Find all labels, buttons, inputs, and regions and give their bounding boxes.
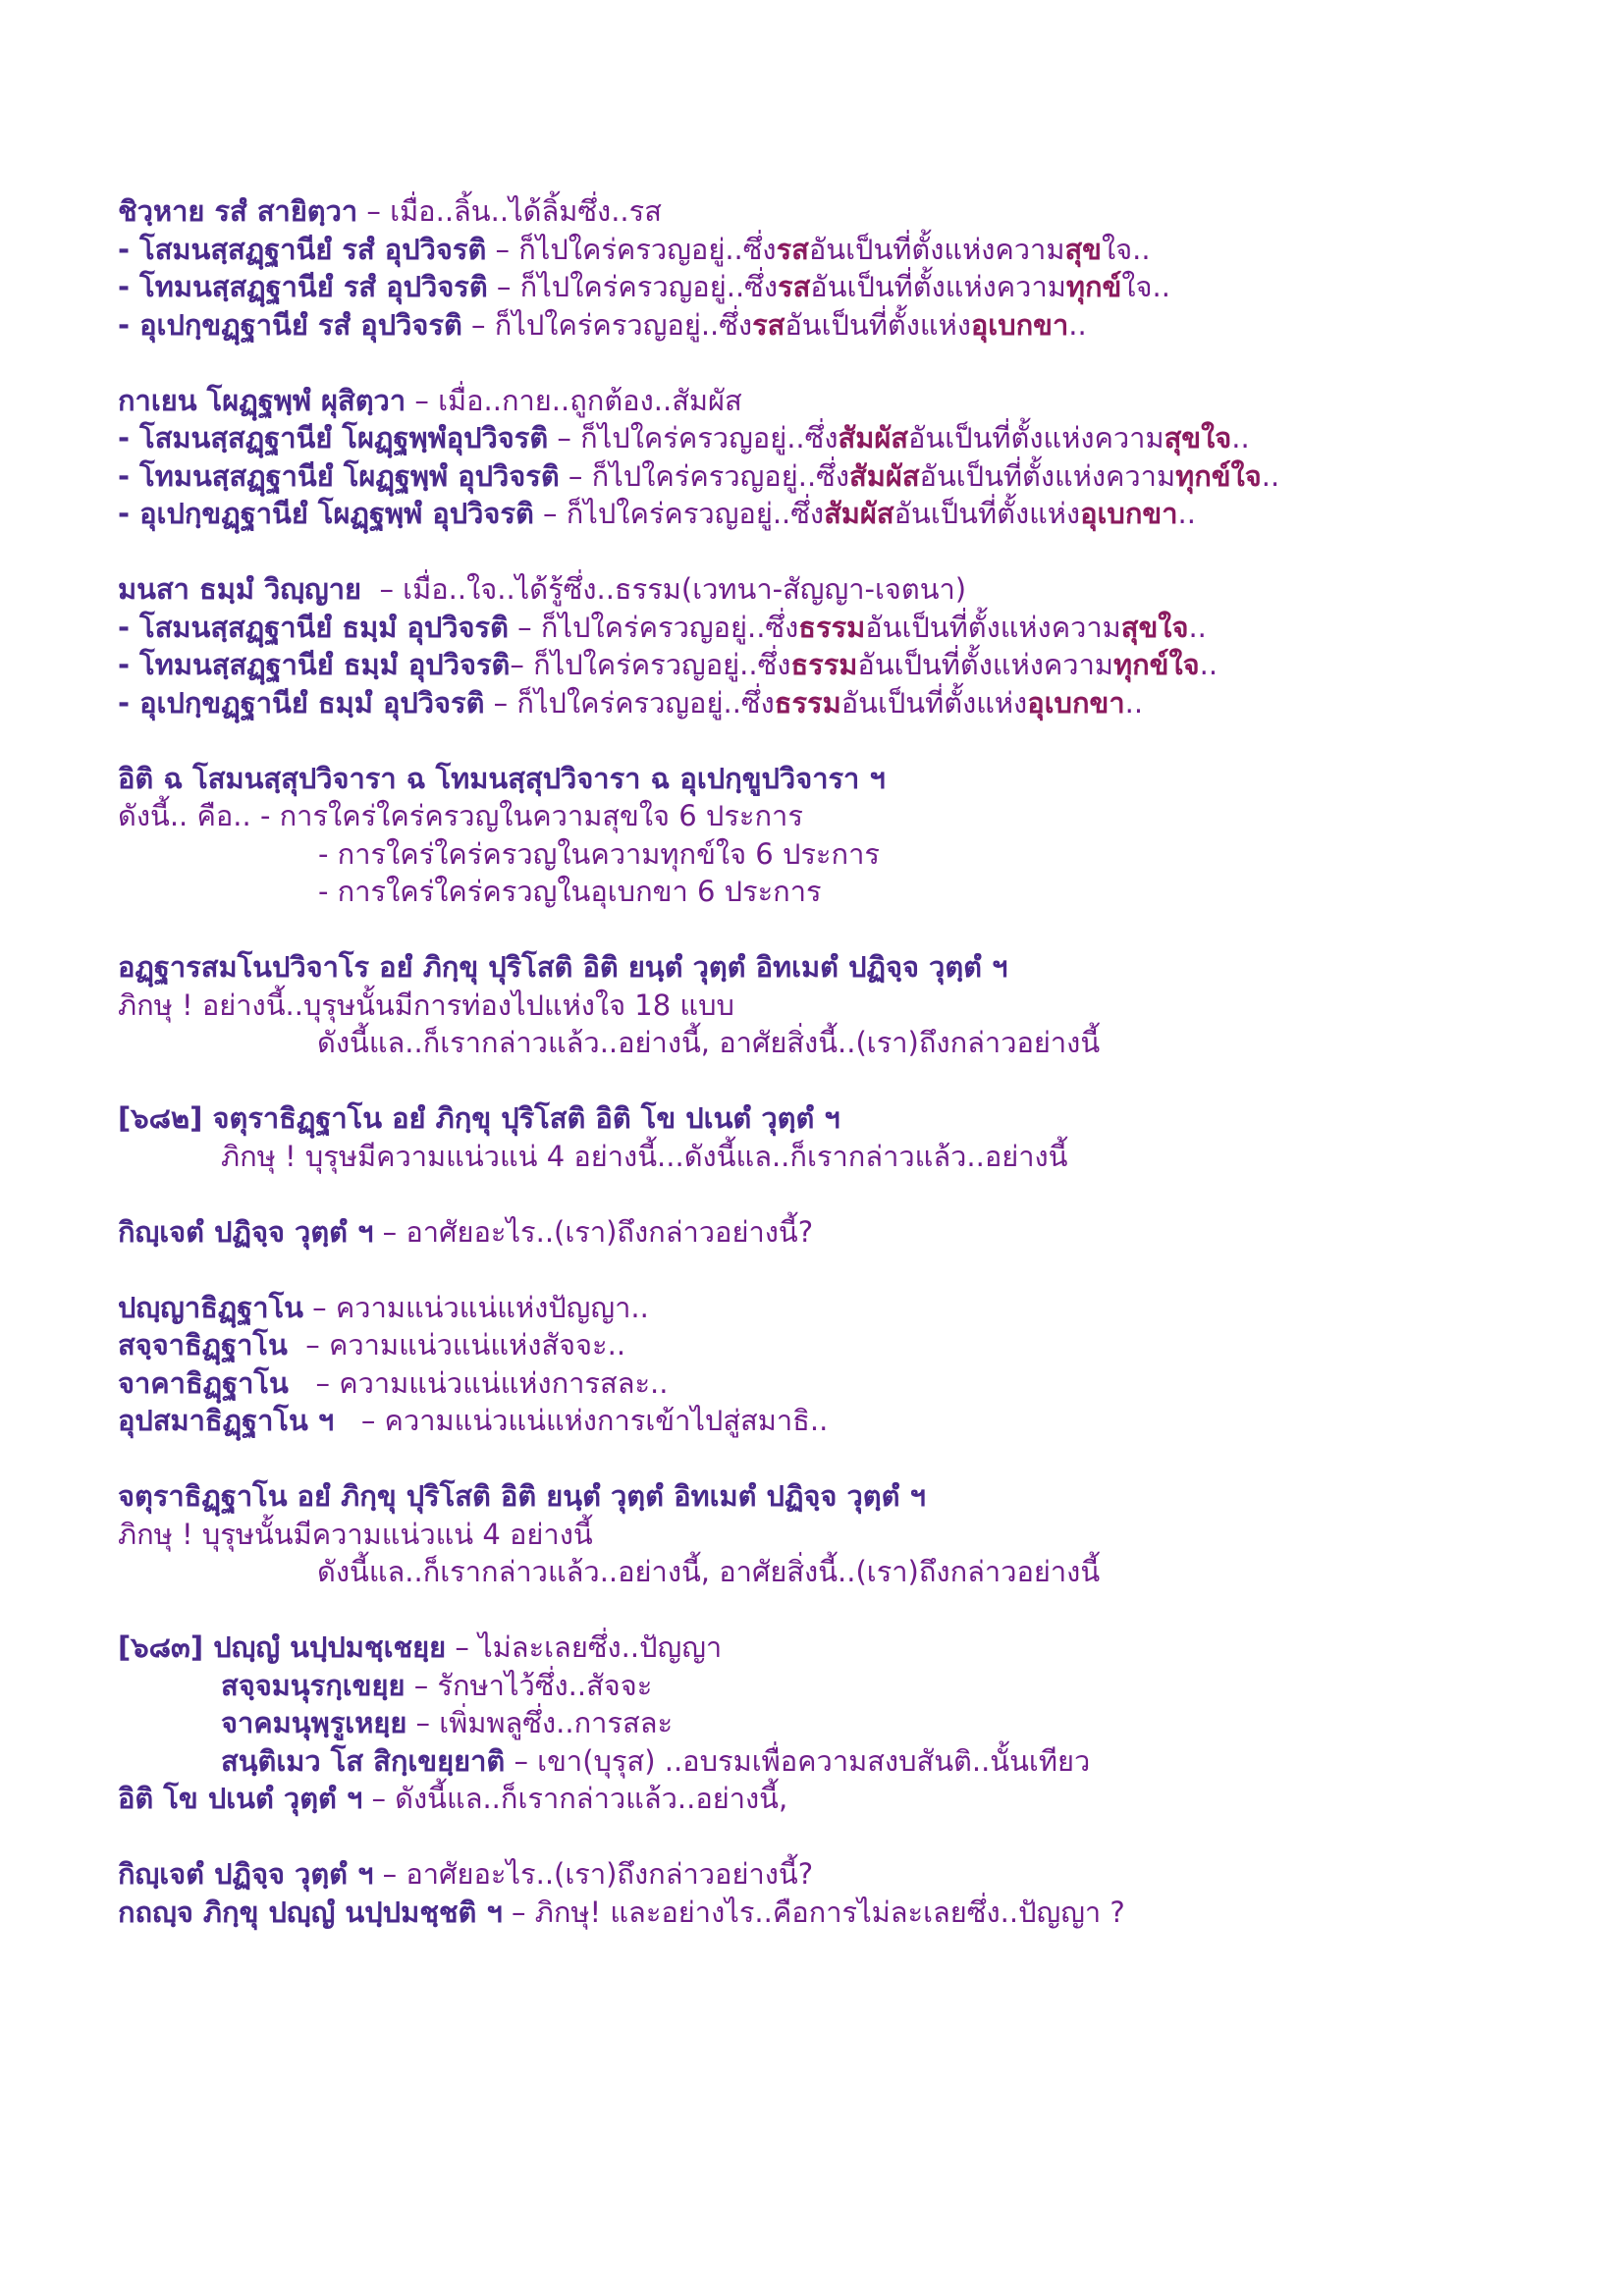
thai-text: – เขา(บุรุส) ..อบรมเพื่อความสงบสันติ..นั้นเทียว bbox=[505, 1743, 1091, 1778]
summary-1-line-2: - การใคร่ใคร่ครวญในความทุกข์ใจ 6 ประการ bbox=[318, 836, 880, 871]
thai-text: .. bbox=[1231, 421, 1250, 454]
highlight-text: สัมผัส bbox=[849, 458, 920, 493]
final-line-1 bbox=[118, 1855, 1532, 1894]
thai-text: – รักษาไว้ซึ่ง..สัจจะ bbox=[405, 1668, 653, 1702]
thai-text: อันเป็นที่ตั้งแห่ง bbox=[840, 685, 1028, 720]
highlight-text: ทุกข์ใจ bbox=[1175, 458, 1262, 493]
highlight-text: ทุกข์ใจ bbox=[1112, 648, 1200, 681]
summary-2-line-1: ภิกษุ ! อย่างนี้..บุรุษนั้นมีการท่องไปแห่งใจ 18 แบบ bbox=[118, 988, 734, 1022]
section-683-line-5 bbox=[118, 1780, 1532, 1818]
thai-text: – ความแน่วแน่แห่งปัญญา.. bbox=[302, 1290, 649, 1324]
thai-text: .. bbox=[1068, 307, 1087, 342]
adhitthana-item bbox=[118, 1364, 1532, 1403]
final-line-2 bbox=[118, 1894, 1532, 1932]
pali-text: กิญฺเจตํ ปฏิจฺจ วุตฺตํ ฯ bbox=[118, 1857, 374, 1891]
highlight-text: อุเบกขา bbox=[970, 307, 1069, 342]
highlight-text: ธรรม bbox=[798, 610, 866, 644]
pali-text: สจฺจาธิฏฺฐาโน bbox=[118, 1328, 288, 1362]
pali-text: - โทมนสฺสฏฺฐานียํ ธมฺมํ อุปวิจรติ bbox=[118, 648, 511, 681]
rasa-line-3 bbox=[118, 306, 1532, 345]
section-683-line-3 bbox=[118, 1704, 1532, 1742]
summary-2-line-2: ดังนี้แล..ก็เรากล่าวแล้ว..อย่างนี้, อาศัยสิ่งนี้..(เรา)ถึงกล่าวอย่างนี้ bbox=[317, 1026, 1101, 1059]
spacer bbox=[118, 911, 1532, 949]
spacer bbox=[118, 344, 1532, 382]
section-683-line-4 bbox=[118, 1742, 1532, 1781]
spacer bbox=[118, 1062, 1532, 1100]
document-page bbox=[118, 192, 1532, 1931]
pali-text: - โทมนสฺสฏฺฐานียํ รสํ อุปวิจรติ bbox=[118, 270, 488, 303]
question-1 bbox=[118, 1213, 1532, 1252]
thai-text: – ก็ไปใคร่ครวญอยู่..ซึ่ง bbox=[487, 270, 779, 303]
spacer bbox=[118, 1440, 1532, 1478]
rasa-line-2 bbox=[118, 268, 1532, 306]
pali-text: กาเยน โผฏฺฐพฺพํ ผุสิตฺวา bbox=[118, 383, 406, 417]
rasa-line-1 bbox=[118, 231, 1532, 269]
thai-text: อันเป็นที่ตั้งแห่งความ bbox=[919, 458, 1176, 493]
highlight-text: อุเบกขา bbox=[1080, 497, 1178, 530]
highlight-text: สัมผัส bbox=[838, 421, 909, 454]
thai-text: อันเป็นที่ตั้งแห่งความ bbox=[810, 270, 1066, 303]
thai-text: ใจ.. bbox=[1121, 270, 1170, 303]
thai-text: – ภิกษุ! และอย่างไร..คือการไม่ละเลยซึ่ง..ปัญญา ? bbox=[502, 1895, 1125, 1929]
spacer bbox=[118, 1251, 1532, 1289]
photthabba-heading bbox=[118, 382, 1532, 420]
highlight-text: ทุกข์ bbox=[1065, 270, 1122, 303]
pali-text: สจฺจมนุรกฺเขยฺย bbox=[221, 1668, 406, 1702]
dhamma-line-3 bbox=[118, 684, 1532, 722]
thai-text: – ความแน่วแน่แห่งสัจจะ.. bbox=[287, 1328, 626, 1362]
highlight-text: สุขใจ bbox=[1164, 421, 1232, 454]
thai-text: – ดังนี้แล..ก็เรากล่าวแล้ว..อย่างนี้, bbox=[362, 1782, 788, 1815]
highlight-text: รส bbox=[776, 232, 809, 266]
thai-text: – เมื่อ..กาย..ถูกต้อง..สัมผัส bbox=[406, 383, 742, 417]
summary-3-line-2: ดังนี้แล..ก็เรากล่าวแล้ว..อย่างนี้, อาศัยสิ่งนี้..(เรา)ถึงกล่าวอย่างนี้ bbox=[317, 1555, 1101, 1588]
photthabba-line-2 bbox=[118, 457, 1532, 496]
thai-text: – ก็ไปใคร่ครวญอยู่..ซึ่ง bbox=[484, 685, 775, 720]
pali-text: จาคมนุพฺรูเหยฺย bbox=[221, 1706, 407, 1739]
pali-text: [๖๘๒] จตุราธิฏฺฐาโน อยํ ภิกฺขุ ปุริโสติ อิติ โข ปเนตํ วุตฺตํ ฯ bbox=[118, 1101, 840, 1135]
thai-text: – ก็ไปใคร่ครวญอยู่..ซึ่ง bbox=[461, 307, 753, 342]
adhitthana-item bbox=[118, 1402, 1532, 1440]
thai-text: – ก็ไปใคร่ครวญอยู่..ซึ่ง bbox=[548, 421, 839, 454]
thai-text: อันเป็นที่ตั้งแห่งความ bbox=[908, 421, 1164, 454]
spacer bbox=[118, 1818, 1532, 1856]
highlight-text: สุข bbox=[1064, 232, 1102, 266]
pali-text: สนฺติเมว โส สิกฺเขยฺยาติ bbox=[221, 1743, 506, 1778]
photthabba-line-3 bbox=[118, 495, 1532, 533]
pali-text: อิติ ฉ โสมนสฺสุปวิจารา ฉ โทมนสฺสุปวิจารา ฉ อุเปกฺขูปวิจารา ฯ bbox=[118, 761, 886, 795]
photthabba-line-1 bbox=[118, 419, 1532, 457]
thai-text: ใจ.. bbox=[1101, 232, 1151, 266]
thai-text: – เมื่อ..ใจ..ได้รู้ซึ่ง..ธรรม(เวทนา-สัญญา-เจตนา) bbox=[361, 572, 967, 606]
pali-text: - อุเปกฺขฏฺฐานียํ โผฏฺฐพฺพํ อุปวิจรติ bbox=[118, 497, 534, 530]
pali-text: อิติ โข ปเนตํ วุตฺตํ ฯ bbox=[118, 1782, 363, 1815]
thai-text: .. bbox=[1261, 458, 1280, 493]
thai-text: – ความแน่วแน่แห่งการเข้าไปสู่สมาธิ.. bbox=[334, 1404, 829, 1437]
adhitthana-item bbox=[118, 1289, 1532, 1327]
pali-text: ชิวฺหาย รสํ สายิตฺวา bbox=[118, 194, 358, 228]
pali-text: อฏฺฐารสมโนปวิจาโร อยํ ภิกฺขุ ปุริโสติ อิติ ยนฺตํ วุตฺตํ อิทเมตํ ปฏิจฺจ วุตฺตํ ฯ bbox=[118, 950, 1008, 984]
thai-text: – เมื่อ..ลิ้น..ได้ลิ้มซึ่ง..รส bbox=[357, 194, 662, 228]
spacer bbox=[118, 1175, 1532, 1213]
section-682-line-1: ภิกษุ ! บุรุษมีความแน่วแน่ 4 อย่างนี้...ดังนี้แล..ก็เรากล่าวแล้ว..อย่างนี้ bbox=[221, 1139, 1068, 1173]
thai-text: .. bbox=[1177, 497, 1196, 530]
pali-text: อุปสมาธิฏฺฐาโน ฯ bbox=[118, 1404, 335, 1437]
thai-text: – ก็ไปใคร่ครวญอยู่..ซึ่ง bbox=[486, 232, 777, 266]
thai-text: .. bbox=[1188, 610, 1207, 644]
thai-text: อันเป็นที่ตั้งแห่งความ bbox=[865, 610, 1121, 644]
pali-text: กิญฺเจตํ ปฏิจฺจ วุตฺตํ ฯ bbox=[118, 1214, 374, 1249]
pali-text: - โสมนสฺสฏฺฐานียํ รสํ อุปวิจรติ bbox=[118, 232, 487, 266]
thai-text: .. bbox=[1199, 648, 1218, 681]
summary-1-pali bbox=[118, 760, 1532, 798]
pali-text: มนสา ธมฺมํ วิญฺญาย bbox=[118, 572, 362, 606]
summary-1-line-1: ดังนี้.. คือ.. - การใคร่ใคร่ครวญในความสุขใจ 6 ประการ bbox=[118, 799, 803, 832]
thai-text: – อาศัยอะไร..(เรา)ถึงกล่าวอย่างนี้? bbox=[373, 1857, 814, 1891]
highlight-text: อุเบกขา bbox=[1027, 685, 1125, 720]
thai-text: – ก็ไปใคร่ครวญอยู่..ซึ่ง bbox=[559, 458, 850, 493]
dhamma-line-1 bbox=[118, 609, 1532, 647]
highlight-text: รส bbox=[778, 270, 811, 303]
summary-3-line-1: ภิกษุ ! บุรุษนั้นมีความแน่วแน่ 4 อย่างนี้ bbox=[118, 1517, 593, 1551]
dhamma-line-2 bbox=[118, 646, 1532, 684]
thai-text: อันเป็นที่ตั้งแห่ง bbox=[893, 497, 1081, 530]
thai-text: – ก็ไปใคร่ครวญอยู่..ซึ่ง bbox=[533, 497, 825, 530]
highlight-text: สัมผัส bbox=[824, 497, 894, 530]
pali-text: - โสมนสฺสฏฺฐานียํ โผฏฺฐพฺพํอุปวิจรติ bbox=[118, 421, 549, 454]
pali-text: - อุเปกฺขฏฺฐานียํ รสํ อุปวิจรติ bbox=[118, 307, 462, 342]
pali-text: [๖๘๓] ปญฺญํ นปฺปมชฺเชยฺย bbox=[118, 1630, 447, 1664]
spacer bbox=[118, 721, 1532, 760]
summary-3-pali bbox=[118, 1477, 1532, 1516]
section-683-line-2 bbox=[118, 1667, 1532, 1705]
pali-text: - โทมนสฺสฏฺฐานียํ โผฏฺฐพฺพํ อุปวิจรติ bbox=[118, 458, 560, 493]
rasa-heading bbox=[118, 192, 1532, 231]
highlight-text: รส bbox=[752, 307, 785, 342]
thai-text: – ก็ไปใคร่ครวญอยู่..ซึ่ง bbox=[510, 648, 791, 681]
pali-text: กถญฺจ ภิกฺขุ ปญฺญํ นปฺปมชฺชติ ฯ bbox=[118, 1895, 503, 1929]
adhitthana-item bbox=[118, 1326, 1532, 1364]
highlight-text: ธรรม bbox=[774, 685, 841, 720]
highlight-text: ธรรม bbox=[790, 648, 858, 681]
section-682-pali bbox=[118, 1099, 1532, 1138]
summary-1-line-3: - การใคร่ใคร่ครวญในอุเบกขา 6 ประการ bbox=[318, 875, 822, 908]
thai-text: อันเป็นที่ตั้งแห่งความ bbox=[808, 232, 1065, 266]
thai-text: – ไม่ละเลยซึ่ง..ปัญญา bbox=[446, 1630, 723, 1664]
thai-text: อันเป็นที่ตั้งแห่ง bbox=[785, 307, 971, 342]
pali-text: - อุเปกฺขฏฺฐานียํ ธมฺมํ อุปวิจรติ bbox=[118, 685, 485, 720]
thai-text: อันเป็นที่ตั้งแห่งความ bbox=[857, 648, 1113, 681]
dhamma-heading bbox=[118, 570, 1532, 609]
spacer bbox=[118, 533, 1532, 571]
section-683-line-1 bbox=[118, 1629, 1532, 1667]
thai-text: – ความแน่วแน่แห่งการสละ.. bbox=[288, 1365, 669, 1400]
pali-text: - โสมนสฺสฏฺฐานียํ ธมฺมํ อุปวิจรติ bbox=[118, 610, 509, 644]
thai-text: – เพิ่มพลูซึ่ง..การสละ bbox=[406, 1706, 674, 1739]
pali-text: ปญฺญาธิฏฺฐาโน bbox=[118, 1290, 303, 1324]
pali-text: จาคาธิฏฺฐาโน bbox=[118, 1365, 289, 1400]
spacer bbox=[118, 1591, 1532, 1629]
highlight-text: สุขใจ bbox=[1120, 610, 1189, 644]
thai-text: – ก็ไปใคร่ครวญอยู่..ซึ่ง bbox=[508, 610, 799, 644]
pali-text: จตุราธิฏฺฐาโน อยํ ภิกฺขุ ปุริโสติ อิติ ยนฺตํ วุตฺตํ อิทเมตํ ปฏิจฺจ วุตฺตํ ฯ bbox=[118, 1479, 926, 1513]
summary-2-pali bbox=[118, 948, 1532, 987]
thai-text: – อาศัยอะไร..(เรา)ถึงกล่าวอย่างนี้? bbox=[373, 1214, 814, 1249]
thai-text: .. bbox=[1124, 685, 1144, 720]
